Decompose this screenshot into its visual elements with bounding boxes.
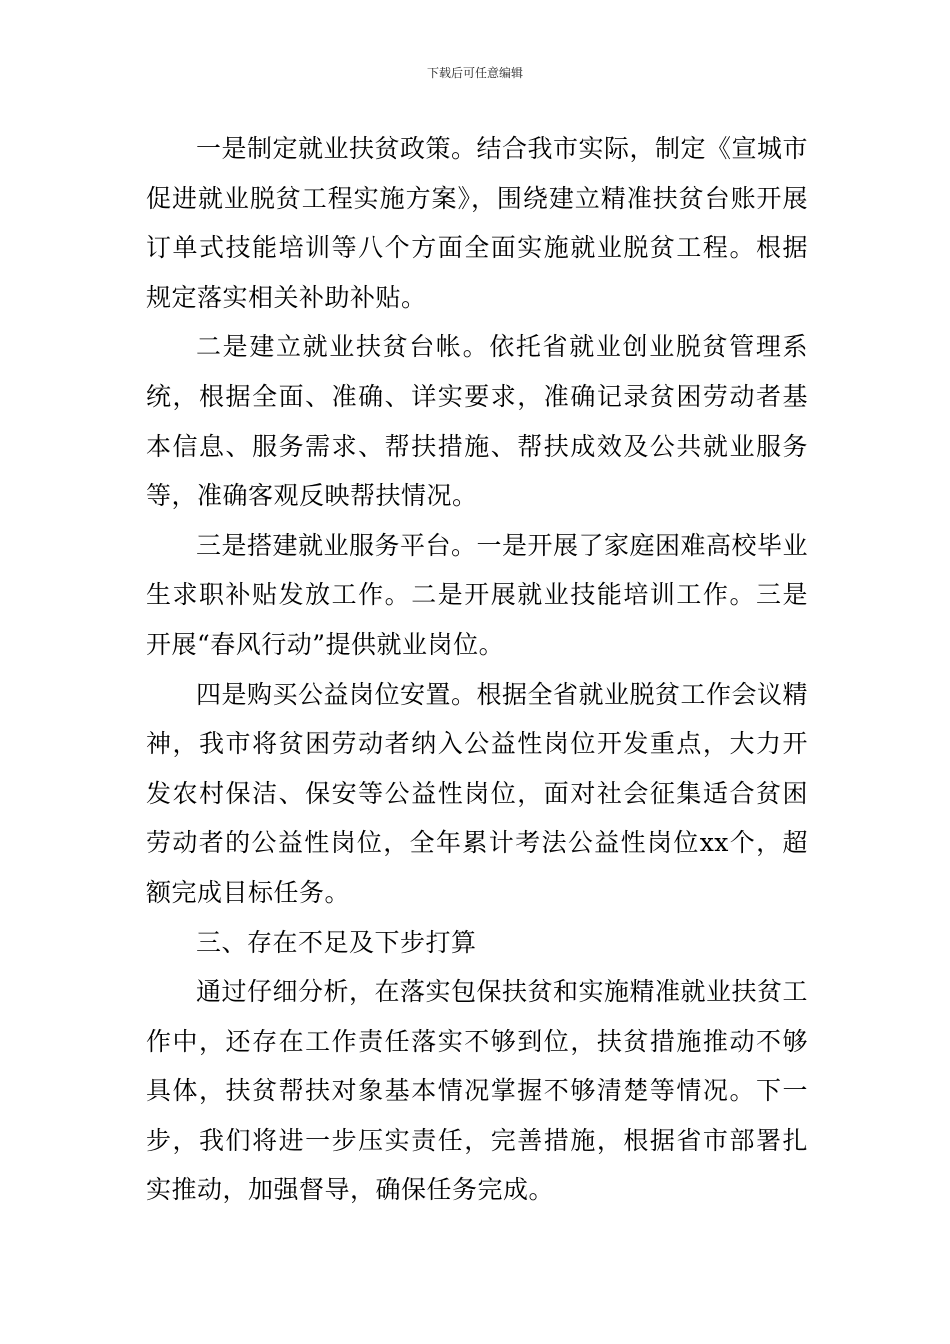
page-header: 下载后可任意编辑 (426, 66, 523, 80)
paragraph-employment-policy: 一是制定就业扶贫政策。结合我市实际，制定《宣城市促进就业脱贫工程实施方案》，围绕建立精准扶贫台账开展订单式技能培训等八个方面全面实施就业脱贫工程。根据规定落实相关补助补贴。 (146, 134, 809, 312)
document-body (146, 124, 808, 1215)
paragraph-employment-ledger: 二是建立就业扶贫台帐。依托省就业创业脱贫管理系统，根据全面、准确、详实要求，准确记录贫困劳动者基本信息、服务需求、帮扶措施、帮扶成效及公共就业服务等，准确客观反映帮扶情况。 (146, 332, 808, 511)
paragraph-analysis-next-steps: 通过仔细分析，在落实包保扶贫和实施精准就业扶贫工作中，还存在工作责任落实不够到位，扶贫措施推动不够具体，扶贫帮扶对象基本情况掌握不够清楚等情况。下一步，我们将进一步压实责任，完善措施，根据省市部署扎实推动，加强督导，确保任务完成。 (146, 977, 809, 1205)
paragraph-public-welfare-posts: 四是购买公益岗位安置。根据全省就业脱贫工作会议精神，我市将贫困劳动者纳入公益性岗位开发重点，大力开发农村保洁、保安等公益性岗位，面对社会征集适合贫困劳动者的公益性岗位，全年累计考法公益性岗位xx个，超额完成目标任务。 (146, 679, 809, 907)
paragraph-service-platform: 三是搭建就业服务平台。一是开展了家庭困难高校毕业生求职补贴发放工作。二是开展就业技能培训工作。三是开展“春风行动”提供就业岗位。 (146, 530, 809, 659)
section-heading-shortcomings: 三、存在不足及下步打算 (196, 927, 477, 957)
